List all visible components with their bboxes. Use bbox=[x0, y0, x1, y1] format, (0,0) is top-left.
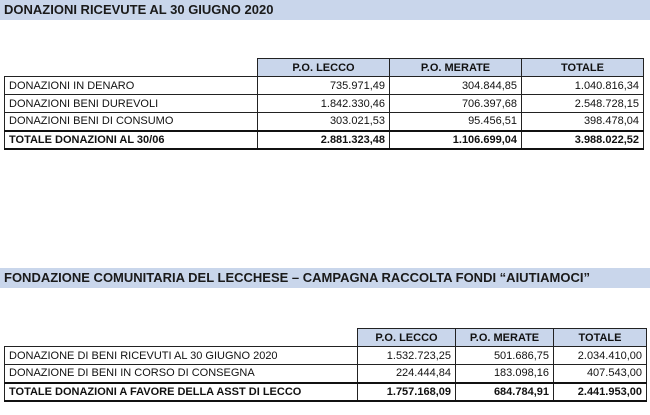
cell-merate: 501.686,75 bbox=[456, 347, 554, 365]
donations-table bbox=[4, 58, 644, 150]
section1-title: DONAZIONI RICEVUTE AL 30 GIUGNO 2020 bbox=[0, 0, 650, 20]
table-row bbox=[5, 95, 644, 113]
cell-merate: 706.397,68 bbox=[390, 95, 522, 113]
total-lecco: 1.757.168,09 bbox=[358, 383, 456, 401]
header-lecco: P.O. LECCO bbox=[258, 59, 390, 77]
header-lecco: P.O. LECCO bbox=[358, 329, 456, 347]
total-label: TOTALE DONAZIONI A FAVORE DELLA ASST DI LECCO bbox=[5, 383, 358, 401]
cell-merate: 95.456,51 bbox=[390, 113, 522, 131]
header-totale: TOTALE bbox=[554, 329, 647, 347]
table-row bbox=[5, 365, 647, 383]
fundraising-table bbox=[4, 328, 647, 402]
cell-lecco: 1.842.330,46 bbox=[258, 95, 390, 113]
table-row bbox=[5, 347, 647, 365]
header-merate: P.O. MERATE bbox=[456, 329, 554, 347]
row-label: DONAZIONI BENI DI CONSUMO bbox=[5, 113, 258, 131]
table-row bbox=[5, 113, 644, 131]
table-header-row bbox=[5, 329, 647, 347]
header-totale: TOTALE bbox=[522, 59, 644, 77]
total-merate: 684.784,91 bbox=[456, 383, 554, 401]
cell-totale: 398.478,04 bbox=[522, 113, 644, 131]
cell-lecco: 1.532.723,25 bbox=[358, 347, 456, 365]
total-lecco: 2.881.323,48 bbox=[258, 131, 390, 149]
cell-totale: 407.543,00 bbox=[554, 365, 647, 383]
header-blank bbox=[5, 59, 258, 77]
total-totale: 3.988.022,52 bbox=[522, 131, 644, 149]
cell-totale: 2.034.410,00 bbox=[554, 347, 647, 365]
total-row bbox=[5, 383, 647, 401]
row-label: DONAZIONE DI BENI IN CORSO DI CONSEGNA bbox=[5, 365, 358, 383]
header-blank bbox=[5, 329, 358, 347]
header-merate: P.O. MERATE bbox=[390, 59, 522, 77]
total-row bbox=[5, 131, 644, 149]
section2-title: FONDAZIONE COMUNITARIA DEL LECCHESE – CAMPAGNA RACCOLTA FONDI “AIUTIAMOCI” bbox=[0, 268, 650, 288]
row-label: DONAZIONI IN DENARO bbox=[5, 77, 258, 95]
cell-lecco: 224.444,84 bbox=[358, 365, 456, 383]
total-totale: 2.441.953,00 bbox=[554, 383, 647, 401]
cell-merate: 304.844,85 bbox=[390, 77, 522, 95]
cell-lecco: 303.021,53 bbox=[258, 113, 390, 131]
total-label: TOTALE DONAZIONI AL 30/06 bbox=[5, 131, 258, 149]
total-merate: 1.106.699,04 bbox=[390, 131, 522, 149]
row-label: DONAZIONI BENI DUREVOLI bbox=[5, 95, 258, 113]
cell-lecco: 735.971,49 bbox=[258, 77, 390, 95]
cell-merate: 183.098,16 bbox=[456, 365, 554, 383]
table-row bbox=[5, 77, 644, 95]
cell-totale: 2.548.728,15 bbox=[522, 95, 644, 113]
row-label: DONAZIONE DI BENI RICEVUTI AL 30 GIUGNO 2020 bbox=[5, 347, 358, 365]
table-header-row bbox=[5, 59, 644, 77]
cell-totale: 1.040.816,34 bbox=[522, 77, 644, 95]
